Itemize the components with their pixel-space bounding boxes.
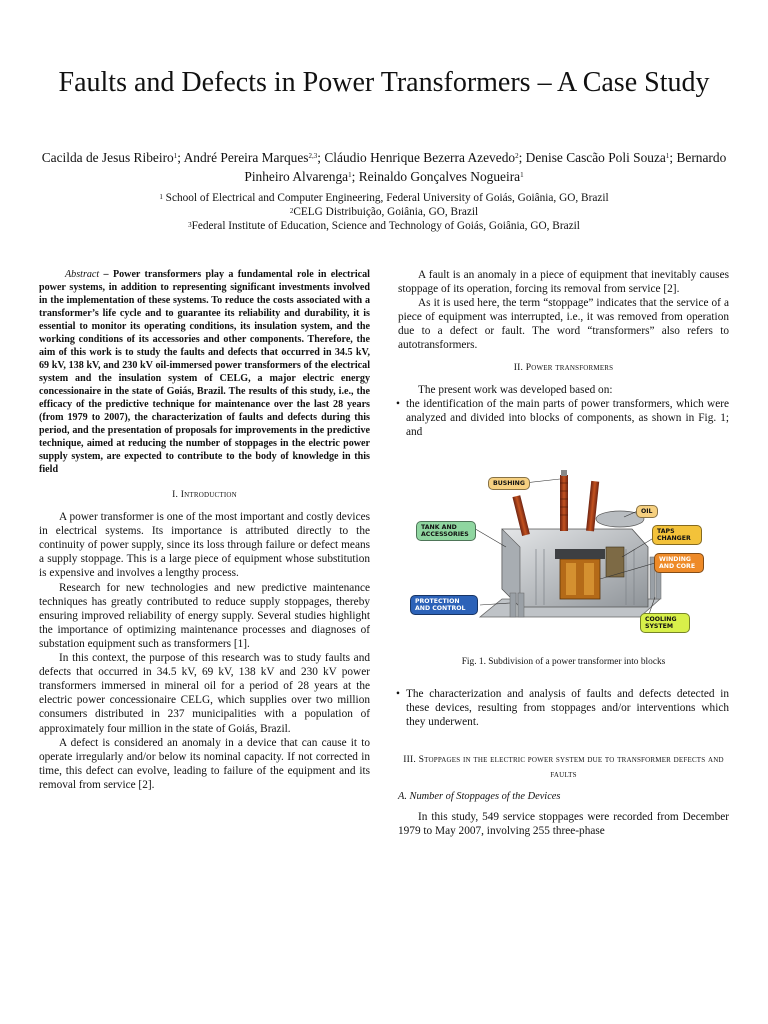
paragraph: As it is used here, the term “stoppage” indicates that the service of a piece of equipment was interrupted, i.e., it was removed from operation due to a defect or fault. The word “transformers” also refers to autotransformers.: [398, 297, 729, 352]
label-protection-control: PROTECTION AND CONTROL: [410, 595, 478, 615]
author-sup: 2,3: [308, 152, 318, 160]
author-name: André Pereira Marques: [183, 150, 309, 165]
abstract-text: – Power transformers play a fundamental role in electrical power systems, in addition to representing significant investments involved in the implementation of these systems. To reduce the costs associated with a transformer’s life cycle and to guarantee its reliability and durability, it is essential to monitor its operating conditions, its insulation system, and the working conditions of its accessories and other components. Therefore, the aim of this work is to study the faults and defects that occurred in 34.5 kV, 69 kV, 138 kV, and 230 kV oil-immersed power transformers of the electrical system and the insulation system of CELG, a major electric energy concessionaire in the state of Goiás, Brazil. The results of this study, i.e., the efficacy of the predictive technique for maintenance over the last 28 years (from 1979 to 2007), the characterization of faults and defects during this period, and the presentation of proposals for improvements in the predictive technique, aimed at reducing the number of stoppages in the electric power supply system, are expected to contribute to the body of knowledge in this field: [39, 269, 370, 475]
affiliation-text: Federal Institute of Education, Science and Technology of Goiás, Goiânia, GO, Brazil: [191, 220, 580, 232]
bullet-list: [398, 687, 729, 729]
paragraph: A fault is an anomaly in a piece of equipment that inevitably causes stoppage of its operation, forcing its removal from service [2].: [398, 269, 729, 296]
left-column: [39, 268, 370, 792]
list-item: • The characterization and analysis of faults and defects detected in these devices, resulting from stoppages and/or interventions which they underwent.: [398, 687, 729, 729]
abstract: [39, 268, 370, 476]
affiliation-sup: 2: [289, 207, 294, 215]
label-winding-core: WINDING AND CORE: [654, 553, 704, 573]
affiliation: [60, 191, 708, 205]
paragraph: A defect is considered an anomaly in a device that can cause it to operate irregularly and/or below its nominal capacity. If not corrected in time, this defect can evolve, leading to failure of the equipment and its removal from service [2].: [39, 736, 370, 791]
paper-title: Faults and Defects in Power Transformers – A Case Study: [58, 67, 710, 98]
bullet-list: [398, 397, 729, 439]
section-heading-introduction: I. Introduction: [172, 489, 237, 500]
transformer-figure: [410, 467, 710, 645]
paragraph: The present work was developed based on:: [418, 383, 613, 396]
right-column: [398, 268, 729, 838]
affiliation-list: [60, 191, 708, 233]
label-bushing: BUSHING: [488, 477, 530, 490]
affiliation-sup: 3: [188, 221, 192, 229]
section-heading-stoppages: III. Stoppages in the electric power system due to transformer defects and faults: [403, 754, 724, 780]
list-item: • the identification of the main parts of power transformers, which were analyzed and divided into blocks of components, as shown in Fig. 1; and: [398, 397, 729, 439]
author-sup: 1: [665, 152, 670, 160]
author-sup: 1: [348, 171, 352, 179]
abstract-label: Abstract: [65, 269, 100, 280]
author-sup: 2: [515, 152, 519, 160]
paragraph: Research for new technologies and new predictive maintenance techniques has greatly contributed to reduce supply stoppages, thereby ensuring improved reliability of energy supply. Several studies highlight the importance of optimizing maintenance processes and diagnoses of substation equipment such as transformers [1].: [39, 581, 370, 650]
section-heading-power-transformers: II. Power transformers: [513, 361, 614, 373]
affiliation-text: CELG Distribuição, Goiânia, GO, Brazil: [293, 206, 479, 218]
label-tank-accessories: TANK AND ACCESSORIES: [416, 521, 476, 541]
affiliation-text: School of Electrical and Computer Engineering, Federal University of Goiás, Goiânia, GO, Brazil: [165, 192, 609, 204]
subsection-heading: A. Number of Stoppages of the Devices: [398, 790, 561, 802]
paragraph: In this study, 549 service stoppages were recorded from December 1979 to May 2007, involving 255 three-phase: [398, 810, 729, 837]
author-name: Reinaldo Gonçalves Nogueira: [358, 169, 521, 184]
author-sup: 1: [520, 171, 524, 179]
label-taps-changer: TAPS CHANGER: [652, 525, 702, 545]
label-cooling-system: COOLING SYSTEM: [640, 613, 690, 633]
author-sup: 1: [173, 152, 178, 160]
label-oil: OIL: [636, 505, 658, 518]
figure-caption: Fig. 1. Subdivision of a power transformer into blocks: [461, 657, 666, 668]
paragraph: A power transformer is one of the most important and costly devices in electrical systems. Its importance is attributed directly to the continuity of power supply, since its loss through failure or defect means a supply stoppage. This is a large piece of equipment whose substitution is expensive and involves a lengthy process.: [39, 511, 370, 580]
paragraph: In this context, the purpose of this research was to study faults and defects that occurred in 34.5 kV, 69 kV, 138 kV and 230 kV power transformers immersed in mineral oil for a period of 28 years at the electric power concessionaire CELG, which supplies over two million consumers distributed in 237 municipalities with a population of approximately four million in the state of Goiás, Brazil.: [39, 652, 370, 735]
author-list: Cacilda de Jesus Ribeiro$^1$; André Pereira Marques$^{2,3}$; Cláudio Henrique Bezerra Azevedo$^2$; Denise Cascão Poli Souza$^1$; Bernardo Pinheiro Alvarenga$^1$; Reinaldo Gonçalves Nogueira$^1$: [41, 150, 727, 184]
affiliation: [60, 205, 708, 219]
affiliation: [60, 219, 708, 233]
author-name: Cacilda de Jesus Ribeiro: [41, 150, 174, 165]
author-name: Bernardo Pinheiro Alvarenga: [244, 150, 727, 184]
author-name: Denise Cascão Poli Souza: [525, 150, 666, 165]
author-name: Cláudio Henrique Bezerra Azevedo: [324, 150, 516, 165]
affiliation-sup: 1: [159, 193, 163, 201]
